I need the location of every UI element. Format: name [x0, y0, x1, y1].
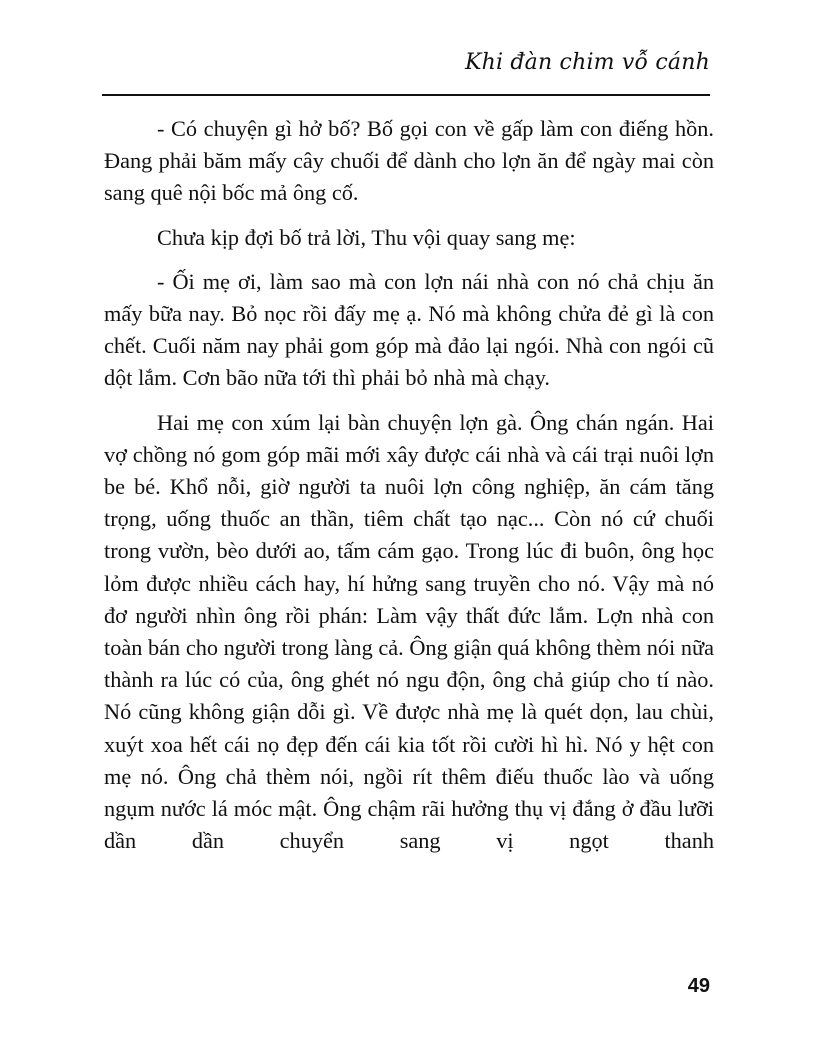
- header-rule: [102, 94, 710, 96]
- page-number: 49: [687, 975, 710, 997]
- paragraph: Hai mẹ con xúm lại bàn chuyện lợn gà. Ông chán ngán. Hai vợ chồng nó gom góp mãi mới xây được cái nhà và cái trại nuôi lợn be bé. Khổ nỗi, giờ người ta nuôi lợn công nghiệp, ăn cám tăng trọng, uống thuốc an thần, tiêm chất tạo nạc... Còn nó cứ chuối trong vườn, bèo dưới ao, tấm cám gạo. Trong lúc đi buôn, ông học lỏm được nhiều cách hay, hí hửng sang truyền cho nó. Vậy mà nó đơ người nhìn ông rồi phán: Làm vậy thất đức lắm. Lợn nhà con toàn bán cho người trong làng cả. Ông giận quá không thèm nói nữa thành ra lúc có của, ông ghét nó ngu độn, ông chả giúp cho tí nào. Nó cũng không giận dỗi gì. Về được nhà mẹ là quét dọn, lau chùi, xuýt xoa hết cái nọ đẹp đến cái kia tốt rồi cười hì hì. Nó y hệt con mẹ nó. Ông chả thèm nói, ngồi rít thêm điếu thuốc lào và uống ngụm nước lá móc mật. Ông chậm rãi hưởng thụ vị đắng ở đầu lưỡi dần dần chuyển sang vị ngọt thanh: [104, 409, 714, 854]
- paragraph: Chưa kịp đợi bố trả lời, Thu vội quay sang mẹ:: [157, 224, 576, 250]
- running-head-title: Khi đàn chim vỗ cánh: [464, 50, 710, 75]
- paragraph: - Có chuyện gì hở bố? Bố gọi con về gấp làm con điếng hồn. Đang phải băm mấy cây chuối để dành cho lợn ăn để ngày mai còn sang quê nội bốc mả ông cố.: [104, 116, 714, 206]
- paragraph: - Ối mẹ ơi, làm sao mà con lợn nái nhà con nó chả chịu ăn mấy bữa nay. Bỏ nọc rồi đấy mẹ ạ. Nó mà không chửa đẻ gì là con chết. Cuối năm nay phải gom góp mà đảo lại ngói. Nhà con ngói cũ dột lắm. Cơn bão nữa tới thì phải bỏ nhà mà chạy.: [104, 268, 714, 391]
- page-body: [104, 113, 714, 857]
